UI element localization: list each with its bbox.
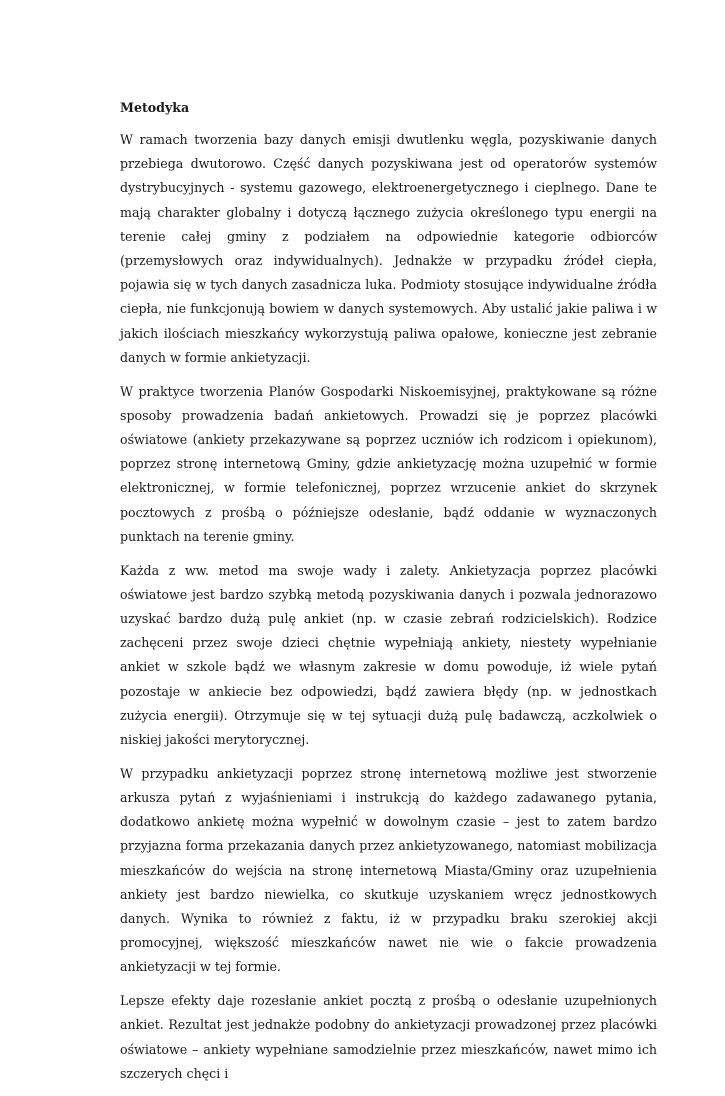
paragraph-4: W przypadku ankietyzacji poprzez stronę internetową możliwe jest stworzenie arkusza pytań z wyjaśnieniami i instrukcją do każdego zadawanego pytania, dodatkowo ankietę można wypełnić w dowolnym czasie – jest to zatem bardzo przyjazna forma przekazania danych przez ankietyzowanego, natomiast mobilizacja mieszkańców do wejścia na stronę internetową Miasta/Gminy oraz uzupełnienia ankiety jest bardzo niewielka, co skutkuje uzyskaniem wręcz jednostkowych danych. Wynika to również z faktu, iż w przypadku braku szerokiej akcji promocyjnej, większość mieszkańców nawet nie wie o fakcie prowadzenia ankietyzacji w tej formie. [120,765,657,975]
paragraph-2: W praktyce tworzenia Planów Gospodarki Niskoemisyjnej, praktykowane są różne sposoby prowadzenia badań ankietowych. Prowadzi się je poprzez placówki oświatowe (ankiety przekazywane są poprzez uczniów ich rodzicom i opiekunom), poprzez stronę internetową Gminy, gdzie ankietyzację można uzupełnić w formie elektronicznej, w formie telefonicznej, poprzez wrzucenie ankiet do skrzynek pocztowych z prośbą o późniejsze odesłanie, bądź oddanie w wyznaczonych punktach na terenie gminy. [120,383,657,544]
section-heading: Metodyka [120,100,190,115]
paragraph-3: Każda z ww. metod ma swoje wady i zalety. Ankietyzacja poprzez placówki oświatowe jest bardzo szybką metodą pozyskiwania danych i pozwala jednorazowo uzyskać bardzo dużą pulę ankiet (np. w czasie zebrań rodzicielskich). Rodzice zachęceni przez swoje dzieci chętnie wypełniają ankiety, niestety wypełnianie ankiet w szkole bądź we własnym zakresie w domu powoduje, iż wiele pytań pozostaje w ankiecie bez odpowiedzi, bądź zawiera błędy (np. w jednostkach zużycia energii). Otrzymuje się w tej sytuacji dużą pulę badawczą, aczkolwiek o niskiej jakości merytorycznej. [120,562,657,748]
paragraph-1: W ramach tworzenia bazy danych emisji dwutlenku węgla, pozyskiwanie danych przebiega dwutorowo. Część danych pozyskiwana jest od operatorów systemów dystrybucyjnych - systemu gazowego, elektroenergetycznego i cieplnego. Dane te mają charakter globalny i dotyczą łącznego zużycia określonego typu energii na terenie całej gminy z podziałem na odpowiednie kategorie odbiorców (przemysłowych oraz indywidualnych). Jednakże w przypadku źródeł ciepła, pojawia się w tych danych zasadnicza luka. Podmioty stosujące indywidualne źródła ciepła, nie funkcjonują bowiem w danych systemowych. Aby ustalić jakie paliwa i w jakich ilościach mieszkańcy wykorzystują paliwa opałowe, konieczne jest zebranie danych w formie ankietyzacji. [120,132,657,365]
paragraph-5: Lepsze efekty daje rozesłanie ankiet pocztą z prośbą o odesłanie uzupełnionych ankiet. Rezultat jest jednakże podobny do ankietyzacji prowadzonej przez placówki oświatowe – ankiety wypełniane samodzielnie przez mieszkańców, nawet mimo ich szczerych chęci i [120,993,657,1081]
document-content [120,96,657,1096]
